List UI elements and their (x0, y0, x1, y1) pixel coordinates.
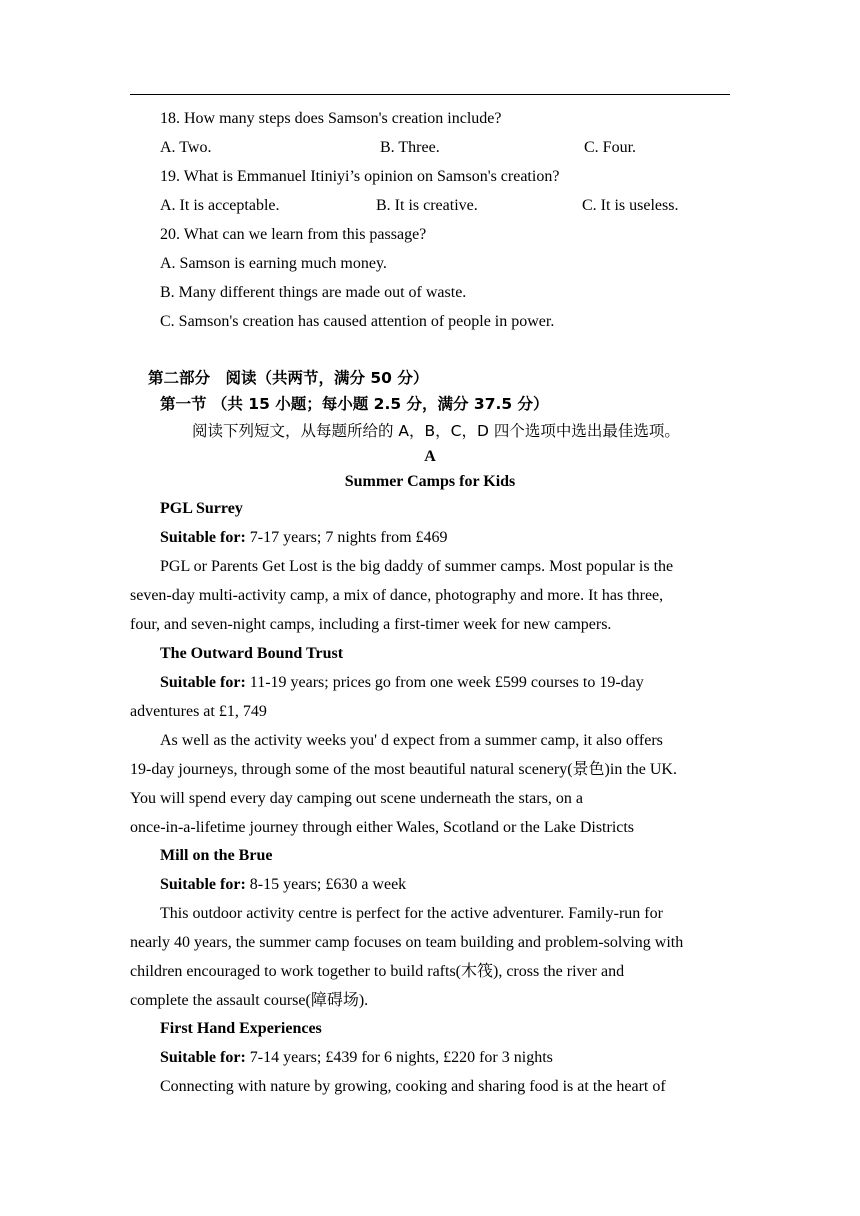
camp-suitable-continued: adventures at £1, 749 (130, 703, 267, 720)
question-20-option-c: C. Samson's creation has caused attention of people in power. (160, 313, 555, 330)
question-19-option-b: B. It is creative. (376, 197, 478, 214)
camp-suitable-line (160, 528, 448, 548)
section-subtitle: 第一节 （共 15 小题；每小题 2.5 分，满分 37.5 分） (160, 395, 549, 413)
question-20-option-b: B. Many different things are made out of waste. (160, 284, 467, 301)
camp-text-line: This outdoor activity centre is perfect for the active adventurer. Family-run for (160, 905, 663, 922)
camp-suitable-value: 7-14 years; £439 for 6 nights, £220 for 3 nights (245, 1049, 553, 1066)
camp-suitable-line (160, 673, 644, 693)
passage-title: Summer Camps for Kids (344, 473, 516, 490)
camp-text-line: once-in-a-lifetime journey through either Wales, Scotland or the Lake Districts (130, 819, 635, 836)
camp-text-line: children encouraged to work together to build rafts(木筏), cross the river and (130, 963, 625, 980)
question-18-stem: 18. How many steps does Samson's creation include? (160, 110, 502, 127)
camp-text-line: As well as the activity weeks you' d expect from a summer camp, it also offers (160, 732, 663, 749)
passage-letter: A (424, 448, 436, 465)
question-18-option-b: B. Three. (380, 139, 440, 156)
camp-suitable-value: 11-19 years; prices go from one week £599 courses to 19-day (245, 674, 644, 691)
question-19-option-a: A. It is acceptable. (160, 197, 280, 214)
camp-text-line: Connecting with nature by growing, cooking and sharing food is at the heart of (160, 1078, 666, 1095)
camp-name: The Outward Bound Trust (160, 645, 344, 662)
question-18-option-c: C. Four. (584, 139, 637, 156)
question-19-stem: 19. What is Emmanuel Itiniyi’s opinion on Samson's creation? (160, 168, 560, 185)
part-title: 第二部分 阅读（共两节，满分 50 分） (148, 369, 429, 387)
suitable-label: Suitable for: (160, 529, 246, 546)
camp-suitable-value: 7-17 years; 7 nights from £469 (245, 529, 448, 546)
camp-text-line: four, and seven-night camps, including a first-timer week for new campers. (130, 616, 612, 633)
camp-name: Mill on the Brue (160, 847, 273, 864)
camp-suitable-line (160, 1048, 553, 1068)
suitable-label: Suitable for: (160, 674, 246, 691)
camp-text-line: seven-day multi-activity camp, a mix of dance, photography and more. It has three, (130, 587, 664, 604)
camp-text-line: nearly 40 years, the summer camp focuses on team building and problem-solving with (130, 934, 684, 951)
header-rule (130, 94, 730, 95)
suitable-label: Suitable for: (160, 1049, 246, 1066)
camp-name: First Hand Experiences (160, 1020, 322, 1037)
camp-suitable-value: 8-15 years; £630 a week (245, 876, 407, 893)
camp-text-line: 19-day journeys, through some of the most beautiful natural scenery(景色)in the UK. (130, 761, 677, 778)
section-instruction: 阅读下列短文，从每题所给的 A，B，C，D 四个选项中选出最佳选项。 (192, 422, 680, 440)
camp-name: PGL Surrey (160, 500, 243, 517)
camp-suitable-line (160, 875, 406, 895)
suitable-label: Suitable for: (160, 876, 246, 893)
question-18-option-a: A. Two. (160, 139, 212, 156)
question-19-option-c: C. It is useless. (582, 197, 679, 214)
camp-text-line: complete the assault course(障碍场). (130, 992, 369, 1009)
question-20-option-a: A. Samson is earning much money. (160, 255, 387, 272)
camp-text-line: PGL or Parents Get Lost is the big daddy of summer camps. Most popular is the (160, 558, 674, 575)
question-20-stem: 20. What can we learn from this passage? (160, 226, 427, 243)
camp-text-line: You will spend every day camping out scene underneath the stars, on a (130, 790, 583, 807)
